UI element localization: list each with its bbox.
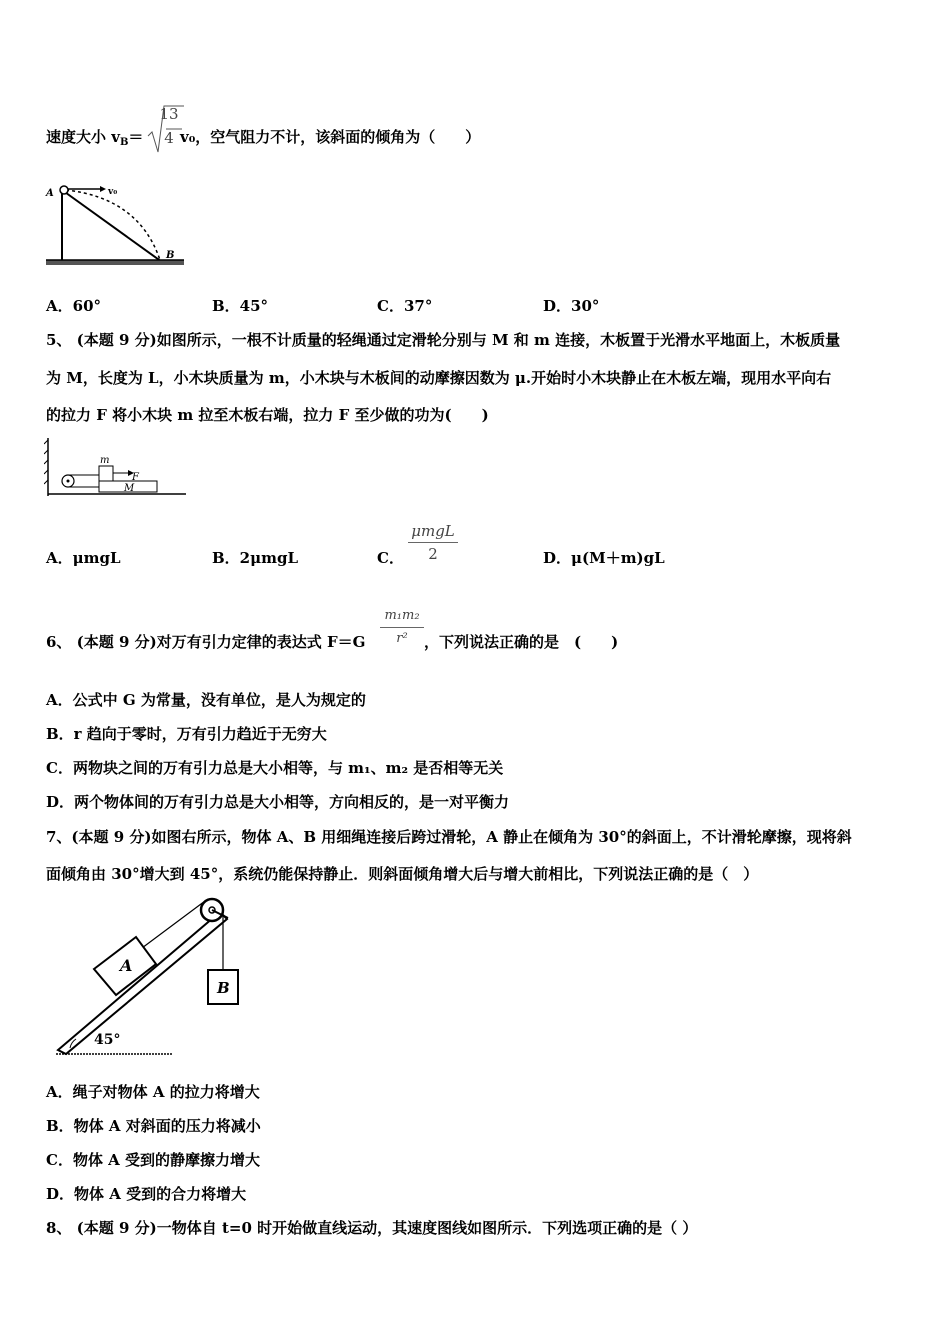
q4-label-v0: v₀ — [108, 187, 118, 197]
q5-option-d[interactable]: D．μ(M＋m)gL — [543, 549, 665, 567]
q5-stem-line3: 的拉力 F 将小木块 m 拉至木板右端，拉力 F 至少做的功为( ) — [46, 406, 489, 424]
q5-label-f: F — [132, 472, 139, 483]
q5-pulley-figure — [44, 436, 194, 502]
q6-option-d[interactable]: D．两个物体间的万有引力总是大小相等，方向相反的，是一对平衡力 — [46, 793, 510, 811]
q4-label-b: B — [166, 250, 175, 261]
q8-stem-line1: 8、 (本题 9 分)一物体自 t=0 时开始做直线运动，其速度图线如图所示．下列选项正确的是（ ） — [46, 1219, 698, 1237]
q4-option-b[interactable]: B．45° — [212, 297, 269, 315]
q5-label-M: M — [124, 483, 135, 494]
q4-option-d[interactable]: D．30° — [543, 297, 600, 315]
q6-option-b[interactable]: B．r 趋向于零时，万有引力趋近于无穷大 — [46, 725, 327, 743]
q7-incline-pulley-figure — [50, 892, 250, 1060]
q4-sqrt-fraction — [158, 104, 180, 148]
q7-label-angle: 45° — [94, 1032, 121, 1048]
q5-option-c-fraction — [408, 522, 458, 563]
q7-stem-line2: 面倾角由 30°增大到 45°，系统仍能保持静止．则斜面倾角增大后与增大前相比，下列说法正确的是（ ） — [46, 865, 759, 883]
q4-stem-line: 速度大小 $v_B=$ — [46, 128, 144, 148]
q5-stem-line2: 为 M，长度为 L，小木块质量为 m，小木块与木板间的动摩擦因数为 μ.开始时小木块静止在木板左端，现用水平向右 — [46, 369, 832, 387]
q5-stem-line1: 5、 (本题 9 分)如图所示，一根不计质量的轻绳通过定滑轮分别与 M 和 m 连接，木板置于光滑水平地面上，木板质量 — [46, 331, 841, 349]
q7-option-b[interactable]: B．物体 A 对斜面的压力将减小 — [46, 1117, 261, 1135]
q4-incline-figure — [44, 184, 194, 270]
q5-option-b[interactable]: B．2μmgL — [212, 549, 299, 567]
q4-sqrt-denominator: 4 — [164, 129, 174, 147]
q4-label-a: A — [46, 188, 54, 199]
q4-option-c[interactable]: C．37° — [377, 297, 433, 315]
q5-option-c-denominator: 2 — [428, 545, 438, 563]
q4-option-a[interactable]: A．60° — [46, 297, 102, 315]
q4-stem-line-end: v₀，空气阻力不计，该斜面的倾角为（ ） — [180, 128, 481, 146]
q7-option-a[interactable]: A．绳子对物体 A 的拉力将增大 — [46, 1083, 260, 1101]
q6-stem-line-end: ，下列说法正确的是 ( ) — [424, 633, 619, 651]
q7-label-b: B — [217, 979, 230, 997]
q7-option-d[interactable]: D．物体 A 受到的合力将增大 — [46, 1185, 247, 1203]
q6-option-c[interactable]: C．两物块之间的万有引力总是大小相等，与 m₁、m₂ 是否相等无关 — [46, 759, 504, 777]
q5-option-c-numerator: μmgL — [411, 522, 455, 540]
q4-sqrt-numerator: 13 — [159, 105, 179, 123]
q6-formula-numerator: m₁m₂ — [384, 608, 420, 623]
q7-label-a: A — [120, 956, 133, 975]
q7-option-c[interactable]: C．物体 A 受到的静摩擦力增大 — [46, 1151, 261, 1169]
q6-option-a[interactable]: A．公式中 G 为常量，没有单位，是人为规定的 — [46, 691, 366, 709]
q5-option-a[interactable]: A．μmgL — [46, 549, 121, 567]
q5-option-c[interactable]: C． — [377, 549, 404, 567]
q6-formula-fraction — [380, 607, 424, 648]
q6-formula-denominator: r² — [396, 631, 408, 646]
q7-stem-line1: 7、(本题 9 分)如图右所示，物体 A、B 用细绳连接后跨过滑轮，A 静止在倾角为 30°的斜面上，不计滑轮摩擦，现将斜 — [46, 828, 852, 846]
q6-stem-line: 6、 (本题 9 分)对万有引力定律的表达式 F＝G — [46, 633, 366, 651]
q5-label-m: m — [100, 455, 110, 466]
